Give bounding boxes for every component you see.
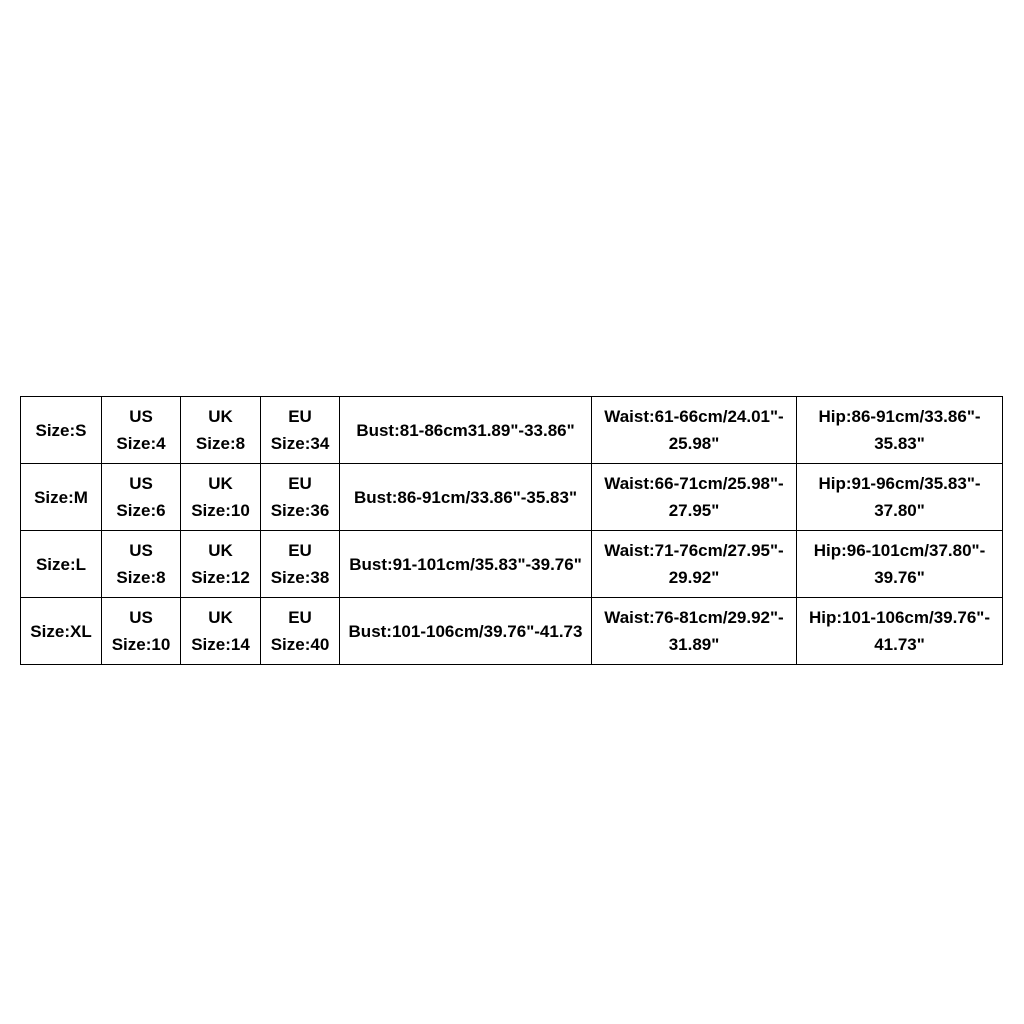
bust-cell — [340, 464, 592, 531]
bust-cell — [340, 397, 592, 464]
eu-size-cell — [261, 397, 340, 464]
size-label: Size:S — [35, 420, 87, 440]
eu-value: Size:34 — [270, 434, 330, 453]
waist-measurement-line2: 27.95" — [668, 501, 720, 520]
hip-measurement-line2: 41.73" — [874, 635, 925, 654]
us-value: Size:10 — [111, 635, 171, 654]
waist-measurement-line2: 29.92" — [668, 568, 720, 587]
bust-measurement: Bust:81-86cm31.89"-33.86" — [356, 420, 575, 440]
uk-heading: UK — [208, 407, 233, 426]
eu-heading: EU — [288, 474, 312, 493]
size-cell — [21, 598, 102, 665]
us-heading: US — [129, 474, 153, 493]
uk-heading: UK — [208, 608, 233, 627]
hip-measurement-line1: Hip:91-96cm/35.83"- — [818, 474, 981, 493]
eu-size-cell — [261, 464, 340, 531]
hip-cell — [797, 397, 1003, 464]
eu-size-cell — [261, 598, 340, 665]
waist-measurement-line2: 31.89" — [668, 635, 720, 654]
waist-measurement-line1: Waist:71-76cm/27.95"- — [604, 541, 784, 560]
hip-cell — [797, 531, 1003, 598]
us-size-cell — [102, 598, 181, 665]
bust-cell — [340, 598, 592, 665]
us-value: Size:8 — [116, 568, 166, 587]
uk-value: Size:12 — [191, 568, 250, 587]
hip-measurement-line1: Hip:96-101cm/37.80"- — [813, 541, 986, 560]
eu-value: Size:38 — [270, 568, 330, 587]
hip-measurement-line1: Hip:101-106cm/39.76"- — [809, 608, 990, 627]
uk-heading: UK — [208, 541, 233, 560]
size-label: Size:M — [34, 487, 88, 507]
waist-measurement-line2: 25.98" — [668, 434, 720, 453]
hip-measurement-line2: 37.80" — [874, 501, 925, 520]
bust-measurement: Bust:86-91cm/33.86"-35.83" — [353, 487, 578, 507]
eu-value: Size:40 — [270, 635, 330, 654]
waist-cell — [592, 464, 797, 531]
size-cell — [21, 464, 102, 531]
us-size-cell — [102, 464, 181, 531]
us-value: Size:4 — [116, 434, 166, 453]
size-chart-body — [21, 397, 1003, 665]
table-row — [21, 598, 1003, 665]
size-cell — [21, 397, 102, 464]
waist-measurement-line1: Waist:61-66cm/24.01"- — [604, 407, 784, 426]
hip-measurement-line2: 39.76" — [874, 568, 925, 587]
bust-measurement: Bust:101-106cm/39.76"-41.73 — [348, 621, 583, 641]
uk-size-cell — [181, 397, 261, 464]
waist-measurement-line1: Waist:76-81cm/29.92"- — [604, 608, 784, 627]
us-heading: US — [129, 608, 153, 627]
waist-cell — [592, 397, 797, 464]
us-size-cell — [102, 397, 181, 464]
bust-cell — [340, 531, 592, 598]
eu-value: Size:36 — [270, 501, 330, 520]
size-label: Size:L — [35, 554, 87, 574]
uk-value: Size:8 — [195, 434, 246, 453]
table-row — [21, 531, 1003, 598]
size-cell — [21, 531, 102, 598]
uk-size-cell — [181, 531, 261, 598]
uk-value: Size:14 — [191, 635, 250, 654]
uk-value: Size:10 — [191, 501, 250, 520]
eu-heading: EU — [288, 608, 312, 627]
size-chart-table — [20, 396, 1003, 665]
us-size-cell — [102, 531, 181, 598]
table-row — [21, 397, 1003, 464]
hip-cell — [797, 464, 1003, 531]
table-row — [21, 464, 1003, 531]
eu-heading: EU — [288, 407, 312, 426]
waist-measurement-line1: Waist:66-71cm/25.98"- — [604, 474, 784, 493]
uk-size-cell — [181, 598, 261, 665]
hip-measurement-line2: 35.83" — [874, 434, 925, 453]
eu-heading: EU — [288, 541, 312, 560]
us-value: Size:6 — [116, 501, 166, 520]
eu-size-cell — [261, 531, 340, 598]
us-heading: US — [129, 541, 153, 560]
uk-size-cell — [181, 464, 261, 531]
hip-cell — [797, 598, 1003, 665]
uk-heading: UK — [208, 474, 233, 493]
bust-measurement: Bust:91-101cm/35.83"-39.76" — [349, 554, 582, 574]
waist-cell — [592, 598, 797, 665]
hip-measurement-line1: Hip:86-91cm/33.86"- — [818, 407, 981, 426]
us-heading: US — [129, 407, 153, 426]
waist-cell — [592, 531, 797, 598]
size-label: Size:XL — [30, 621, 92, 641]
